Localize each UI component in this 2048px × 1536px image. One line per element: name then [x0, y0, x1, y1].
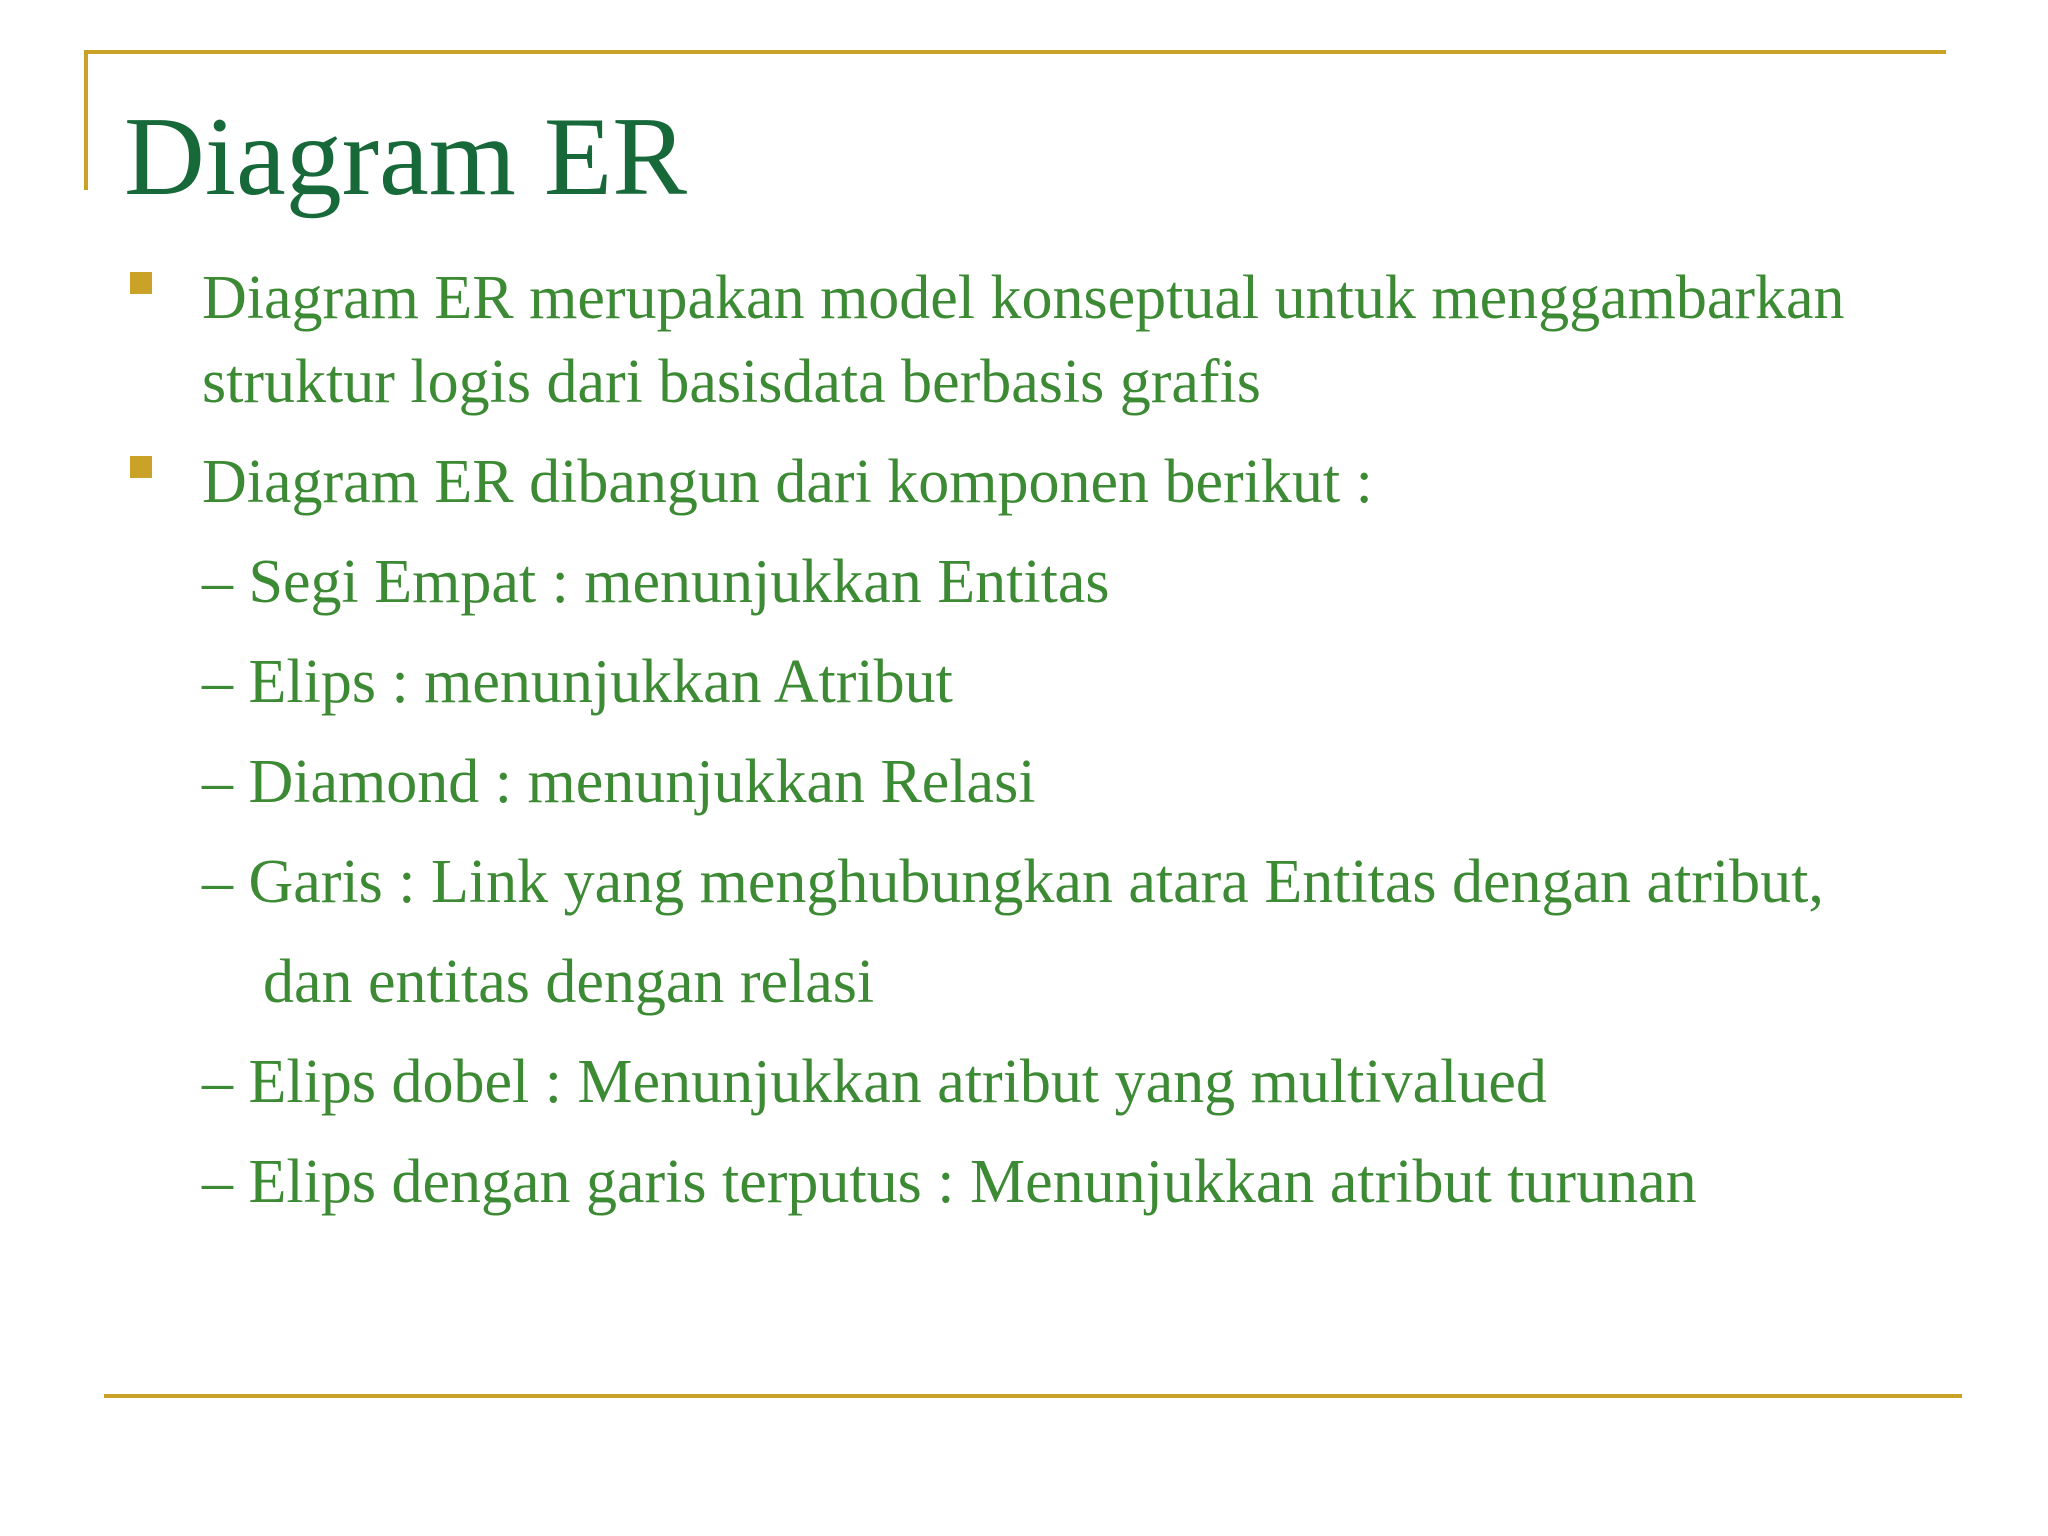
bullet-square-icon	[130, 272, 152, 294]
sub-item-elips-dobel: – Elips dobel : Menunjukkan atribut yang multivalued	[202, 1048, 1547, 1116]
bullet-1-line-1: Diagram ER merupakan model konseptual untuk menggambarkan	[202, 264, 1845, 332]
sub-item-diamond: – Diamond : menunjukkan Relasi	[202, 748, 1036, 816]
slide-title: Diagram ER	[124, 95, 687, 219]
bottom-rule	[104, 1394, 1962, 1398]
sub-item-elips: – Elips : menunjukkan Atribut	[202, 648, 953, 716]
bullet-square-icon	[130, 456, 152, 478]
sub-item-garis-continuation: dan entitas dengan relasi	[263, 948, 875, 1016]
sub-item-segi-empat: – Segi Empat : menunjukkan Entitas	[202, 548, 1110, 616]
sub-item-elips-garis-terputus: – Elips dengan garis terputus : Menunjukkan atribut turunan	[202, 1148, 1697, 1216]
bullet-1-line-2: struktur logis dari basisdata berbasis grafis	[202, 348, 1261, 416]
sub-item-garis: – Garis : Link yang menghubungkan atara Entitas dengan atribut,	[202, 848, 1824, 916]
bullet-2-line-1: Diagram ER dibangun dari komponen berikut :	[202, 448, 1373, 516]
